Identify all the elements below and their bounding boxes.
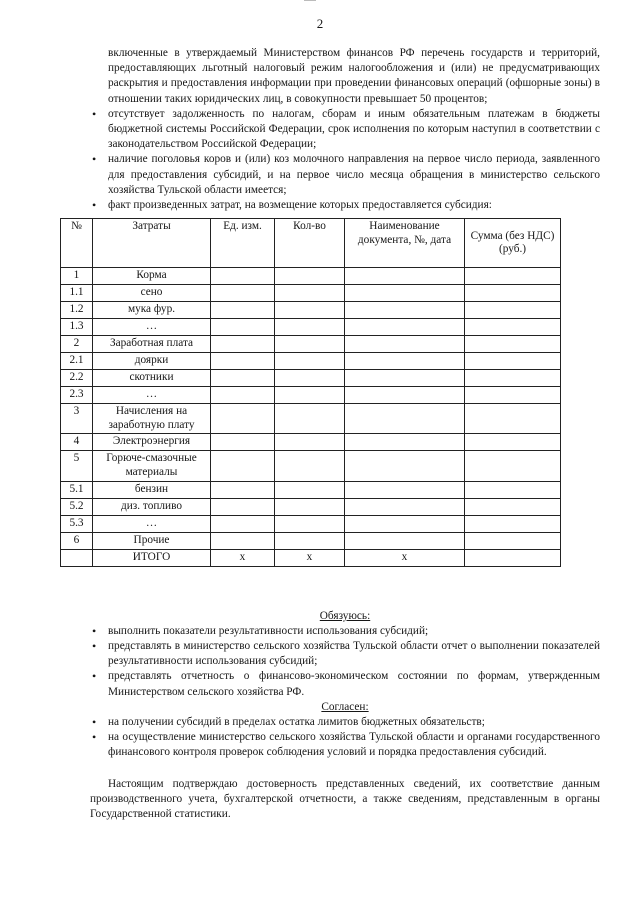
row-document-cell [345,404,465,434]
row-quantity-cell [275,451,345,481]
row-unit-cell [211,319,275,336]
row-cost-name: … [93,319,211,336]
row-number: 6 [61,532,93,549]
costs-table-body [61,268,561,566]
table-row [61,434,561,451]
row-sum-cell [465,285,561,302]
row-quantity-cell [275,498,345,515]
table-row [61,285,561,302]
row-quantity-cell [275,434,345,451]
row-document-cell [345,481,465,498]
spacer [90,761,600,777]
row-sum-cell [465,404,561,434]
obligations-list [90,624,600,700]
row-unit-cell [211,285,275,302]
row-unit-cell [211,451,275,481]
row-cost-name: … [93,515,211,532]
row-unit-cell [211,498,275,515]
total-label: ИТОГО [93,549,211,566]
list-item: • выполнить показатели результативности использования субсидий; [90,624,600,639]
row-sum-cell [465,434,561,451]
row-number: 1.3 [61,319,93,336]
table-row [61,353,561,370]
row-unit-cell [211,515,275,532]
row-number: 1 [61,268,93,285]
row-number: 4 [61,434,93,451]
row-number: 2 [61,336,93,353]
document-body [69,46,600,822]
row-number: 2.2 [61,370,93,387]
row-unit-cell [211,302,275,319]
row-cost-name: Корма [93,268,211,285]
row-unit-cell [211,370,275,387]
row-unit-cell [211,404,275,434]
table-row [61,370,561,387]
list-item: • наличие поголовья коров и (или) коз молочного направления на первое число периода, заявленного для предоставления субсидий, и на первое число месяца обращения в министерство сельского хозяйства Тульской области имеется; [90,152,600,198]
row-quantity-cell [275,532,345,549]
table-header-row [61,219,561,268]
row-number: 2.1 [61,353,93,370]
table-row [61,498,561,515]
row-number: 3 [61,404,93,434]
row-cost-name: Горюче-смазочные материалы [93,451,211,481]
col-header-number: № [61,219,93,268]
row-document-cell [345,532,465,549]
row-unit-cell [211,336,275,353]
scan-mark [300,0,320,2]
table-row [61,268,561,285]
list-item: • факт произведенных затрат, на возмещение которых предоставляется субсидия: [90,198,600,213]
row-cost-name: Начисления на заработную плату [93,404,211,434]
row-sum-cell [465,302,561,319]
table-row [61,451,561,481]
table-row [61,481,561,498]
col-header-quantity: Кол-во [275,219,345,268]
row-cost-name: бензин [93,481,211,498]
row-sum-cell [465,387,561,404]
row-unit-cell [211,353,275,370]
col-header-unit: Ед. изм. [211,219,275,268]
spacer [90,567,600,609]
row-quantity-cell [275,302,345,319]
list-item: • отсутствует задолженность по налогам, сборам и иным обязательным платежам в бюджеты бюджетной системы Российской Федерации, срок исполнения по которым наступил в соответствии с законодательством Российской Федерации; [90,107,600,153]
row-cost-name: сено [93,285,211,302]
row-quantity-cell [275,336,345,353]
row-unit-cell [211,387,275,404]
table-row [61,532,561,549]
row-document-cell [345,353,465,370]
row-document-cell [345,268,465,285]
row-quantity-cell [275,353,345,370]
row-sum-cell [465,370,561,387]
agreements-heading: Согласен: [321,700,369,713]
row-quantity-cell [275,515,345,532]
row-unit-cell [211,268,275,285]
row-document-cell [345,319,465,336]
total-sum-cell [465,549,561,566]
row-cost-name: Прочие [93,532,211,549]
table-row [61,336,561,353]
row-quantity-cell [275,268,345,285]
col-header-document: Наименование документа, №, дата [345,219,465,268]
row-number: 2.3 [61,387,93,404]
col-header-costs: Затраты [93,219,211,268]
total-row [61,549,561,566]
costs-table [60,218,561,566]
total-number-cell [61,549,93,566]
row-document-cell [345,498,465,515]
table-row [61,404,561,434]
row-document-cell [345,285,465,302]
row-document-cell [345,302,465,319]
row-sum-cell [465,532,561,549]
row-document-cell [345,387,465,404]
page-number: 2 [316,16,324,31]
row-cost-name: диз. топливо [93,498,211,515]
row-number: 5 [61,451,93,481]
row-sum-cell [465,498,561,515]
table-row [61,302,561,319]
row-quantity-cell [275,370,345,387]
row-sum-cell [465,515,561,532]
table-row [61,387,561,404]
agreements-list [90,715,600,761]
row-sum-cell [465,451,561,481]
table-row [61,515,561,532]
row-unit-cell [211,481,275,498]
row-quantity-cell [275,319,345,336]
total-document-mark: х [345,549,465,566]
col-header-sum: Сумма (без НДС) (руб.) [465,219,561,268]
total-unit-mark: х [211,549,275,566]
row-sum-cell [465,481,561,498]
row-document-cell [345,336,465,353]
row-quantity-cell [275,285,345,302]
row-unit-cell [211,434,275,451]
confirmation-paragraph: Настоящим подтверждаю достоверность представленных сведений, их соответствие данным производственного учета, бухгалтерской отчетности, а также сведениям, представленным в органы Государственной статистики. [90,777,600,821]
row-number: 5.1 [61,481,93,498]
row-cost-name: доярки [93,353,211,370]
conditions-list [90,107,600,213]
row-number: 5.3 [61,515,93,532]
row-number: 1.1 [61,285,93,302]
row-quantity-cell [275,387,345,404]
row-document-cell [345,515,465,532]
row-quantity-cell [275,481,345,498]
row-document-cell [345,434,465,451]
obligations-heading: Обязуюсь: [319,609,371,622]
total-quantity-mark: х [275,549,345,566]
row-number: 5.2 [61,498,93,515]
row-sum-cell [465,336,561,353]
table-row [61,319,561,336]
row-cost-name: скотники [93,370,211,387]
list-item: • на получении субсидий в пределах остатка лимитов бюджетных обязательств; [90,715,600,730]
row-quantity-cell [275,404,345,434]
row-number: 1.2 [61,302,93,319]
row-document-cell [345,451,465,481]
intro-continuation: включенные в утверждаемый Министерством финансов РФ перечень государств и территорий, предоставляющих льготный налоговый режим налогообложения и (или) не предусматривающих раскрытия и предоставления информации при проведении финансовых операций (офшорные зоны) в отношении таких юридических лиц, в совокупности превышает 50 процентов; [108,47,600,105]
row-document-cell [345,370,465,387]
row-sum-cell [465,353,561,370]
row-unit-cell [211,532,275,549]
row-cost-name: мука фур. [93,302,211,319]
row-sum-cell [465,268,561,285]
row-sum-cell [465,319,561,336]
list-item: • представлять отчетность о финансово-экономическом состоянии по формам, утвержденным Министерством сельского хозяйства РФ. [90,669,600,699]
row-cost-name: … [93,387,211,404]
list-item: • на осуществление министерство сельского хозяйства Тульской области и органами государственного финансового контроля проверок соблюдения условий и порядка предоставления субсидий. [90,730,600,760]
row-cost-name: Заработная плата [93,336,211,353]
list-item: • представлять в министерство сельского хозяйства Тульской области отчет о выполнении показателей результативности использования субсидий; [90,639,600,669]
row-cost-name: Электроэнергия [93,434,211,451]
